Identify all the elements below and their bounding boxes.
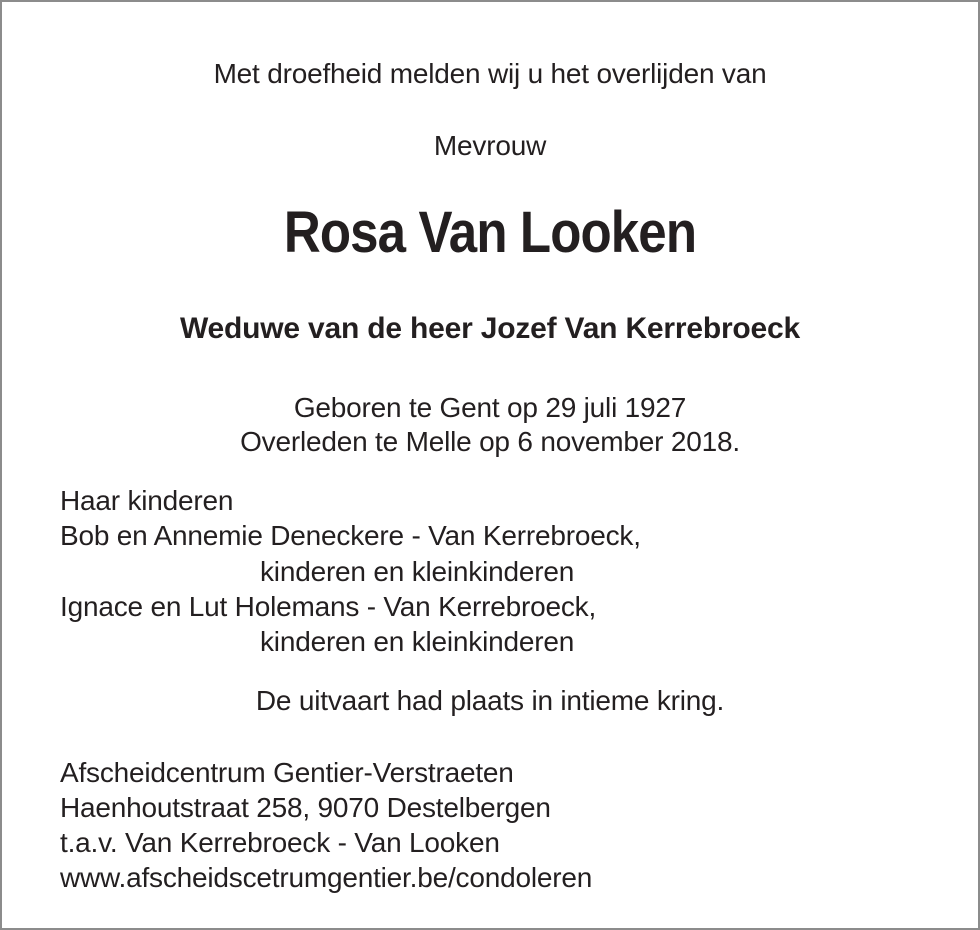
contact-attention: t.a.v. Van Kerrebroeck - Van Looken xyxy=(60,827,500,858)
family-line: Bob en Annemie Deneckere - Van Kerrebroeck, xyxy=(60,520,641,551)
birth-line: Geboren te Gent op 29 juli 1927 xyxy=(293,392,687,423)
funeral-note: De uitvaart had plaats in intieme kring. xyxy=(255,685,725,716)
contact-address: Haenhoutstraat 258, 9070 Destelbergen xyxy=(60,792,551,823)
family-line: kinderen en kleinkinderen xyxy=(260,626,575,657)
contact-website: www.afscheidscetrumgentier.be/condoleren xyxy=(60,862,593,893)
family-heading: Haar kinderen xyxy=(60,485,234,516)
deceased-name: Rosa Van Looken xyxy=(283,200,697,265)
family-line: kinderen en kleinkinderen xyxy=(260,556,575,587)
contact-organization: Afscheidcentrum Gentier-Verstraeten xyxy=(60,757,514,788)
relation-line: Weduwe van de heer Jozef Van Kerrebroeck xyxy=(179,312,801,345)
intro-text: Met droefheid melden wij u het overlijden van xyxy=(213,58,767,89)
family-line: Ignace en Lut Holemans - Van Kerrebroeck, xyxy=(60,591,597,622)
death-line: Overleden te Melle op 6 november 2018. xyxy=(240,426,740,457)
salutation: Mevrouw xyxy=(433,130,547,161)
